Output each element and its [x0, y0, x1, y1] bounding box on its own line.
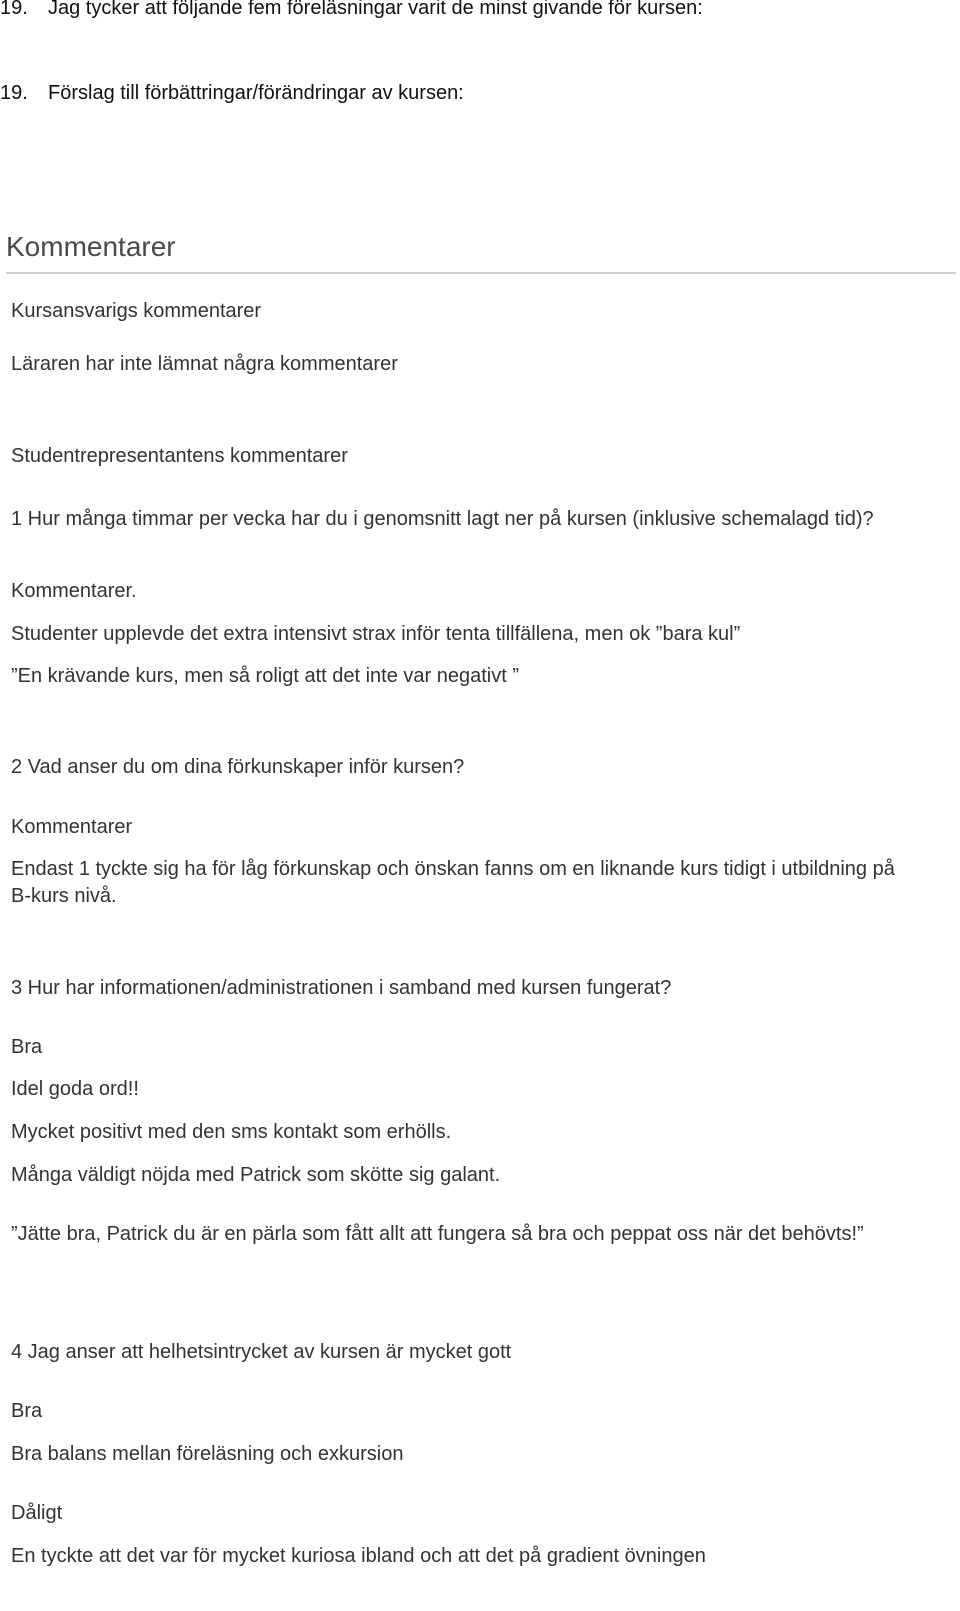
item-q3-question: 3 Hur har informationen/administrationen i samband med kursen fungerat? — [11, 977, 672, 999]
question-19-least-valuable — [0, 0, 703, 20]
section-title: Kommentarer — [6, 231, 176, 262]
teacher-comments-text: Läraren har inte lämnat några kommentarer — [11, 353, 398, 375]
section-divider — [6, 272, 956, 274]
question-number: 19. — [0, 82, 28, 104]
item-q2-comment-1: Endast 1 tyckte sig ha för låg förkunskap och önskan fanns om en liknande kurs tidigt i utbildning på B-kurs nivå. — [11, 858, 895, 907]
item-q3-comment-4: ”Jätte bra, Patrick du är en pärla som fått allt att fungera så bra och peppat oss när det behövts!” — [11, 1223, 864, 1245]
teacher-comments-heading: Kursansvarigs kommentarer — [11, 300, 262, 322]
item-q1-comment-2: ”En krävande kurs, men så roligt att det inte var negativt ” — [11, 665, 520, 687]
item-q1-question: 1 Hur många timmar per vecka har du i genomsnitt lagt ner på kursen (inklusive schemalagd tid)? — [11, 508, 874, 530]
item-q4-question: 4 Jag anser att helhetsintrycket av kursen är mycket gott — [11, 1341, 512, 1363]
item-q4-label-bad: Dåligt — [11, 1502, 63, 1524]
item-q3-comment-2: Mycket positivt med den sms kontakt som erhölls. — [11, 1121, 452, 1143]
question-text: Förslag till förbättringar/förändringar av kursen: — [48, 82, 464, 104]
question-19-improvements — [0, 82, 464, 105]
item-q3-comment-1: Idel goda ord!! — [11, 1078, 139, 1100]
item-q1-label: Kommentarer. — [11, 580, 137, 602]
item-q4-label-good: Bra — [11, 1400, 43, 1422]
question-text: Jag tycker att följande fem föreläsningar varit de minst givande för kursen: — [48, 0, 703, 19]
item-q1-comment-1: Studenter upplevde det extra intensivt strax inför tenta tillfällena, men ok ”bara kul” — [11, 623, 741, 645]
item-q4-comment-2: En tyckte att det var för mycket kuriosa ibland och att det på gradient övningen — [11, 1545, 706, 1567]
item-q2-label: Kommentarer — [11, 816, 133, 838]
item-q3-comment-3: Många väldigt nöjda med Patrick som skötte sig galant. — [11, 1164, 501, 1186]
item-q2-question: 2 Vad anser du om dina förkunskaper inför kursen? — [11, 756, 465, 778]
item-q4-comment-1: Bra balans mellan föreläsning och exkursion — [11, 1443, 404, 1465]
item-q3-label: Bra — [11, 1036, 43, 1058]
student-rep-heading: Studentrepresentantens kommentarer — [11, 445, 348, 467]
question-number: 19. — [0, 0, 28, 19]
